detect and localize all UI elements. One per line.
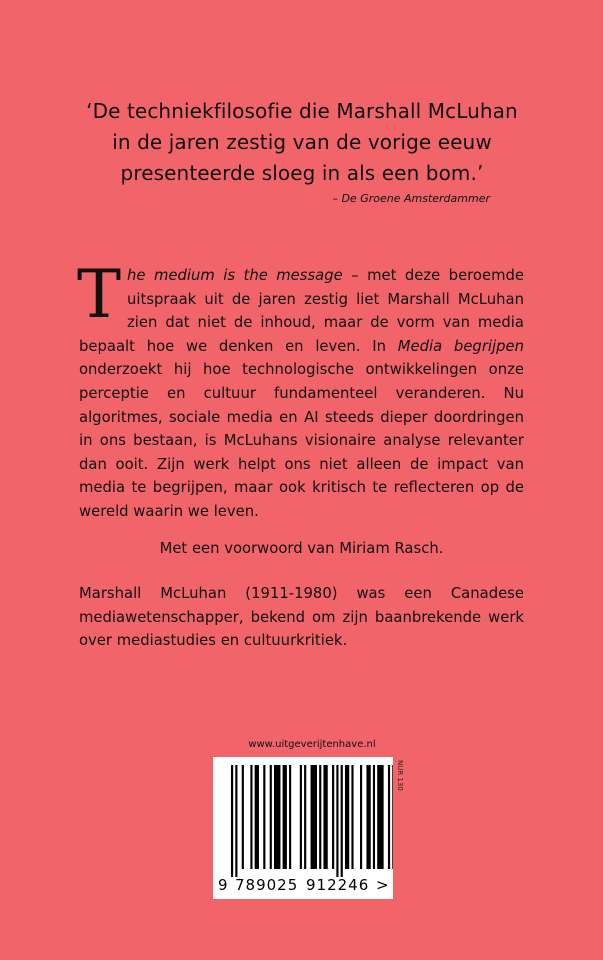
barcode-bar	[360, 765, 362, 869]
author-bio: Marshall McLuhan (1911-1980) was een Canadese mediawetenschapper, bekend om zijn baanbrekende werk over mediastudies en cultuurkritiek.	[79, 585, 524, 650]
blurb	[77, 256, 524, 524]
barcode	[213, 757, 393, 899]
blurb-title-phrase: he medium is the message	[127, 267, 343, 284]
barcode-bar	[323, 765, 327, 869]
barcode-bar	[366, 765, 370, 869]
quote-line: in de jaren zestig van de vorige eeuw	[112, 130, 492, 154]
blurb-text: – met deze beroemde uitspraak uit de jaren zestig liet Marshall McLuhan zien dat niet de inhoud, maar de vorm van media bepaalt hoe we denken en leven. In	[79, 267, 524, 355]
barcode-bar	[341, 765, 343, 877]
foreword: Met een voorwoord van Miriam Rasch.	[159, 540, 444, 557]
barcode-bar	[332, 765, 334, 869]
barcode-bar	[300, 765, 302, 869]
drop-cap: T	[77, 256, 122, 333]
barcode-bar	[377, 765, 383, 869]
barcode-bar	[231, 765, 233, 877]
barcode-bar	[242, 765, 244, 869]
barcode-bar	[304, 765, 306, 869]
barcode-bar	[270, 765, 272, 869]
quote-line: ‘De techniekfilosofie die Marshall McLuhan	[86, 99, 518, 123]
barcode-digit-prefix: 9	[218, 876, 228, 894]
barcode-bar	[274, 765, 280, 869]
barcode-bar	[351, 765, 353, 869]
blurb-text: onderzoekt hij hoe technologische ontwikkelingen onze perceptie en cultuur fundamenteel veranderen. Nu algoritmes, sociale media en AI steeds dieper doordringen in ons bestaan, is McLuhans visionaire analyse relevanter dan ooit. Zijn werk helpt ons niet alleen de impact van media te begrijpen, maar ook kritisch te reflecteren op de wereld waarin we leven.	[79, 361, 524, 520]
barcode-bar	[250, 765, 252, 869]
barcode-bar	[373, 765, 375, 869]
barcode-digit-suffix: >	[376, 876, 389, 894]
quote-line: presenteerde sloeg in als een bom.’	[120, 161, 484, 185]
barcode-bar	[255, 765, 259, 869]
barcode-bar	[345, 765, 349, 869]
publisher-url: www.uitgeverijtenhave.nl	[248, 739, 376, 750]
barcode-bar	[263, 765, 265, 869]
quote-source-title: De Groene Amsterdammer	[341, 192, 490, 205]
blurb-book-title: Media begrijpen	[397, 337, 524, 355]
barcode-bar	[289, 765, 291, 869]
barcode-bar	[283, 765, 287, 869]
barcode-graphic	[213, 757, 393, 899]
quote-source-dash: –	[332, 192, 342, 205]
barcode-bar	[319, 765, 321, 869]
barcode-bar	[392, 765, 393, 869]
barcode-bar	[311, 765, 317, 869]
quote	[60, 96, 544, 189]
quote-source	[60, 192, 490, 206]
barcode-bar	[388, 765, 390, 869]
barcode-digits-right: 912246	[306, 876, 370, 894]
barcode-bar	[336, 765, 338, 877]
nur-code: NUR 130	[396, 760, 404, 791]
barcode-bar	[235, 765, 237, 877]
barcode-bars	[231, 765, 393, 877]
barcode-digits-left: 789025	[235, 876, 299, 894]
